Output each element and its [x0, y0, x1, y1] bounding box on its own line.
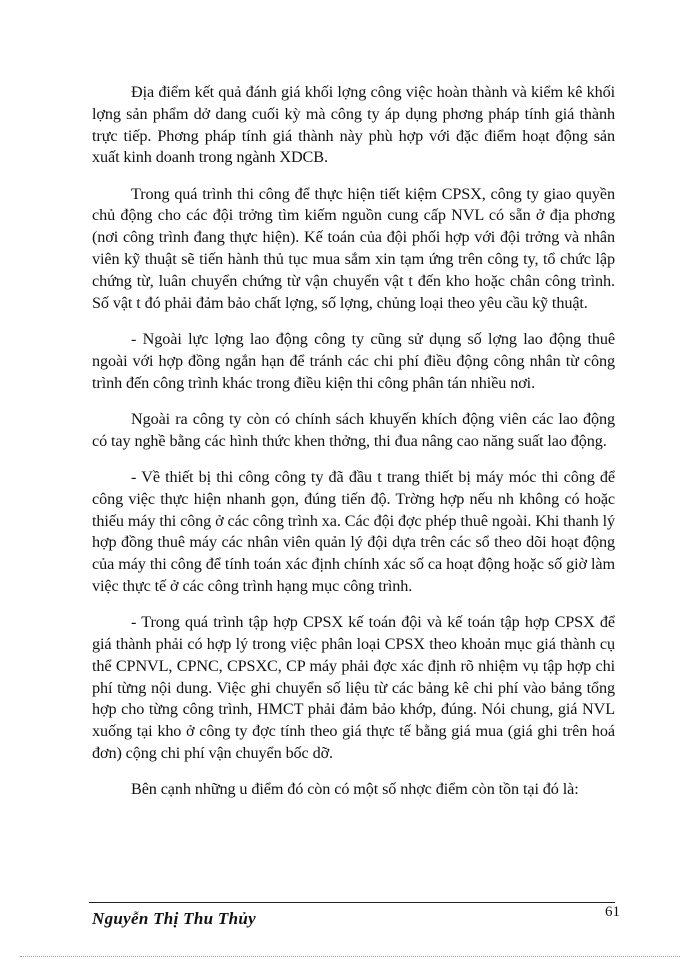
paragraph-3: - Ngoài lực lợng lao động công ty cũng sử dụng số lợng lao động thuê ngoài với hợp đồng ngắn hạn để tránh các chi phí điều động công nhân từ công trình đến công trình khác trong điều kiện thi công phân tán nhiều nơi.: [92, 329, 615, 392]
footer-divider: [89, 902, 615, 903]
footer-author: Nguyễn Thị Thu Thủy: [92, 909, 256, 928]
page-number: 61: [605, 904, 620, 920]
page-bottom-dotted-line: [20, 956, 680, 957]
paragraph-5: - Về thiết bị thi công công ty đã đầu t trang thiết bị máy móc thi công để công việc thực hiện nhanh gọn, đúng tiến độ. Trờng hợp nếu nh không có hoặc thiếu máy thi công ở các công trình xa. Các đội đợc phép thuê ngoài. Khi thanh lý hợp đồng thuê máy các nhân viên quản lý đội dựa trên các sổ theo dõi hoạt động của máy thi công để tính toán xác định chính xác số ca hoạt động hoặc số giờ làm việc thực tế ở các công trình hạng mục công trình.: [92, 467, 615, 595]
paragraph-4: Ngoài ra công ty còn có chính sách khuyến khích động viên các lao động có tay nghề bằng các hình thức khen thởng, thi đua nâng cao năng suất lao động.: [92, 409, 615, 450]
body-text: [92, 82, 615, 816]
paragraph-2: Trong quá trình thi công để thực hiện tiết kiệm CPSX, công ty giao quyền chủ động cho các đội trởng tìm kiếm nguồn cung cấp NVL có sẵn ở địa phơng (nơi công trình đang thực hiện). Kế toán của đội phối hợp với đội trởng và nhân viên kỹ thuật sẽ tiến hành thủ tục mua sắm xin tạm ứng trên công ty, tổ chức lập chứng từ, luân chuyển chứng từ vận chuyển vật t đến kho hoặc chân công trình. Số vật t đó phải đảm bảo chất lợng, số lợng, chủng loại theo yêu cầu kỹ thuật.: [92, 184, 615, 312]
paragraph-1: Địa điểm kết quả đánh giá khối lợng công việc hoàn thành và kiểm kê khối lợng sản phẩm dở dang cuối kỳ mà công ty áp dụng phơng pháp tính giá thành trực tiếp. Phơng pháp tính giá thành này phù hợp với đặc điểm hoạt động sản xuất kinh doanh trong ngành XDCB.: [92, 83, 615, 167]
paragraph-6: - Trong quá trình tập hợp CPSX kế toán đội và kế toán tập hợp CPSX để giá thành phải có hợp lý trong việc phân loại CPSX theo khoản mục giá thành cụ thể CPNVL, CPNC, CPSXC, CP máy phải đợc xác định rõ nhiệm vụ tập hợp chi phí từng nội dung. Việc ghi chuyển số liệu từ các bảng kê chi phí vào bảng tổng hợp cho từng công trình, HMCT phải đảm bảo khớp, đúng. Nói chung, giá NVL xuống tại kho ở công ty đợc tính theo giá thực tế bằng giá mua (giá ghi trên hoá đơn) cộng chi phí vận chuyển bốc dỡ.: [92, 613, 615, 763]
paragraph-7: Bên cạnh những u điểm đó còn có một số nhợc điểm còn tồn tại đó là:: [131, 780, 579, 799]
